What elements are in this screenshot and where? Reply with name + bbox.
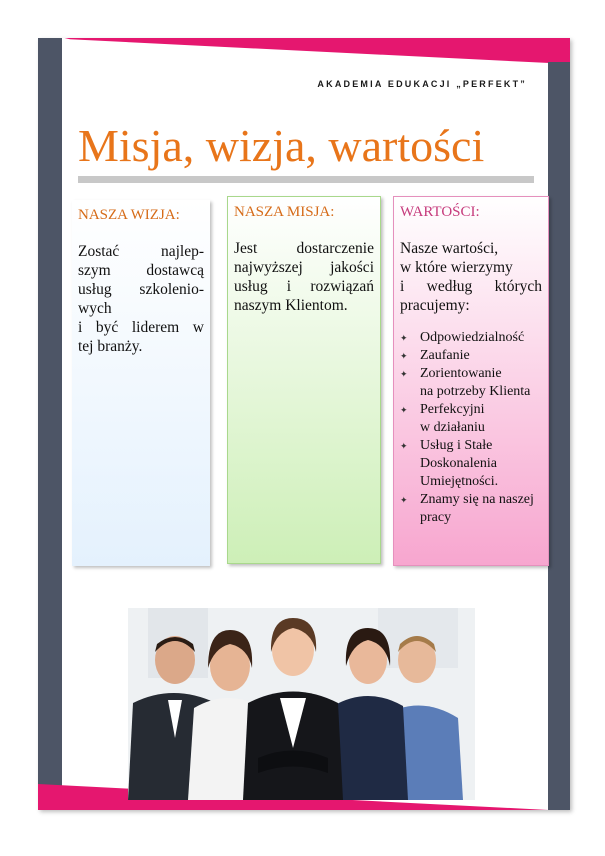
value-item (400, 329, 542, 347)
value-item-line: w działaniu (420, 420, 485, 435)
value-item-line: Perfekcyjni (420, 402, 485, 417)
card-vision-line: wych (78, 300, 112, 317)
values-list (400, 329, 542, 527)
team-illustration (128, 608, 475, 800)
card-mission (227, 196, 381, 564)
card-vision-line: i być liderem w (78, 319, 204, 336)
page-title: Misja, wizja, wartości (78, 120, 485, 171)
card-values-intro-line: pracujemy: (400, 297, 470, 314)
value-item-line: Umiejętności. (420, 474, 499, 489)
card-vision (72, 200, 210, 566)
title-divider (78, 176, 534, 183)
value-item-line: pracy (420, 510, 452, 525)
value-item (400, 365, 542, 401)
card-values (393, 196, 549, 566)
card-vision-line: tej branży. (78, 338, 143, 355)
card-mission-title: NASZA MISJA: (234, 204, 335, 220)
diamond-bullet-icon: ✦ (400, 441, 408, 451)
value-item (400, 347, 542, 365)
value-item-line: Doskonalenia (420, 456, 497, 471)
card-mission-body (234, 239, 374, 315)
card-vision-line: usług szkolenio- (78, 281, 204, 298)
card-values-intro-line: w które wierzymy (400, 259, 513, 276)
value-item-line: Usług i Stałe (420, 438, 493, 453)
diamond-bullet-icon: ✦ (400, 405, 408, 415)
card-values-intro-line: Nasze wartości, (400, 240, 499, 257)
card-vision-line: Zostać najlep- (78, 243, 204, 260)
value-item-line: Zorientowanie (420, 366, 502, 381)
card-mission-line: usług i rozwiązań (234, 278, 374, 295)
card-mission-line: Jest dostarczenie (234, 240, 374, 257)
diamond-bullet-icon: ✦ (400, 369, 408, 379)
diamond-bullet-icon: ✦ (400, 351, 408, 361)
value-item (400, 437, 542, 491)
value-item-line: Odpowiedzialność (420, 330, 525, 345)
right-decor-bar (548, 62, 570, 810)
diamond-bullet-icon: ✦ (400, 333, 408, 343)
card-mission-line: najwyższej jakości (234, 259, 374, 276)
card-vision-line: szym dostawcą (78, 262, 204, 279)
value-item (400, 401, 542, 437)
value-item-line: Zaufanie (420, 348, 470, 363)
value-item (400, 491, 542, 527)
org-name: AKADEMIA EDUKACJI „PERFEKT” (317, 79, 527, 89)
card-vision-body (78, 242, 204, 356)
card-values-title: WARTOŚCI: (400, 204, 480, 220)
left-decor-bar (38, 38, 62, 810)
team-photo (128, 608, 475, 800)
card-values-intro (400, 239, 542, 315)
card-mission-line: naszym Klientom. (234, 297, 348, 314)
diamond-bullet-icon: ✦ (400, 495, 408, 505)
value-item-line: Znamy się na naszej (420, 492, 534, 507)
value-item-line: na potrzeby Klienta (420, 384, 531, 399)
card-vision-title: NASZA WIZJA: (78, 207, 180, 223)
card-values-intro-line: i według których (400, 278, 542, 295)
